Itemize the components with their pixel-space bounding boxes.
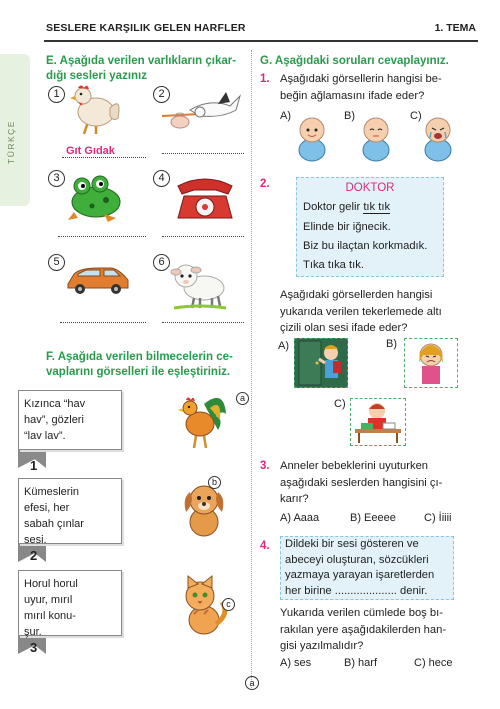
- q3-option-c[interactable]: C) İiiii: [424, 512, 452, 524]
- q1-option-c[interactable]: C): [410, 110, 422, 122]
- question-3-line: karır?: [280, 493, 309, 505]
- q4-option-b[interactable]: B) harf: [344, 657, 378, 669]
- section-e-title: [46, 54, 236, 84]
- question-2-number: 2.: [260, 178, 270, 190]
- riddle-2-line: sabah çınlar: [24, 518, 84, 530]
- baby-b-illustration: [358, 114, 394, 162]
- q2-image-b-crying: [404, 338, 458, 388]
- poem-box: [296, 177, 444, 277]
- q1-option-a[interactable]: A): [280, 110, 291, 122]
- knocking-door-illustration: [295, 339, 347, 387]
- answer-1-text: Gıt Gıdak: [66, 145, 115, 157]
- poem-underlined-sound: tık tık: [363, 201, 391, 213]
- question-3-line: Anneler bebeklerini uyuturken: [280, 460, 429, 472]
- header-rule: [44, 40, 478, 42]
- frog-illustration: [62, 172, 126, 224]
- q4-option-a[interactable]: A) ses: [280, 657, 312, 669]
- question-1-text: [280, 71, 442, 104]
- answer-line-4: [162, 236, 244, 237]
- question-4-statement-line: her birine .................... denir.: [285, 584, 428, 597]
- hen-illustration: [66, 82, 126, 140]
- question-4-statement-box: [280, 536, 454, 600]
- item-number-6: 6: [153, 254, 170, 271]
- poem-line-4: Tıka tıka tık.: [303, 259, 364, 271]
- question-4-line: gisi yazılmalıdır?: [280, 640, 364, 652]
- q2-image-c-reading: [350, 398, 406, 446]
- riddle-1-line: “lav lav”.: [24, 430, 66, 442]
- riddle-2-line: sesi.: [24, 534, 47, 546]
- riddle-2-box: [18, 478, 122, 544]
- poem-title: DOKTOR: [345, 182, 395, 194]
- poem-line-1: [303, 201, 390, 213]
- question-4-text: [280, 605, 446, 655]
- answer-line-6: [162, 322, 244, 323]
- answer-line-5: [60, 322, 146, 323]
- riddle-1-line: Kızınca “hav: [24, 398, 86, 410]
- riddle-3-line: mırıl konu-: [24, 610, 76, 622]
- baby-c-crying-illustration: [420, 114, 456, 162]
- poem-line-2: Elinde bir iğnecik.: [303, 221, 391, 233]
- riddle-3-line: şur.: [24, 626, 42, 638]
- question-1-number: 1.: [260, 73, 270, 85]
- q2-image-a-knocking: [294, 338, 348, 388]
- section-f-title: [46, 350, 233, 380]
- item-number-2: 2: [153, 86, 170, 103]
- question-4-line: rakılan yere aşağıdakilerden han-: [280, 623, 447, 636]
- question-2-line: yukarıda verilen tekerlemede altı: [280, 305, 442, 318]
- item-number-5: 5: [48, 254, 65, 271]
- poem-line-3: Biz bu ilaçtan korkmadık.: [303, 240, 428, 252]
- question-2-text: [280, 287, 442, 337]
- riddle-1-number: 1: [30, 458, 38, 473]
- section-f-title-line2: vaplarını görselleri ile eşleştiriniz.: [46, 366, 231, 378]
- answer-line-3: [58, 236, 146, 237]
- section-e-title-line2: dığı sesleri yazınız: [46, 70, 147, 82]
- question-4-statement-line: yazmaya yarayan işaretlerden: [285, 569, 435, 581]
- answer-line-1: [62, 157, 146, 158]
- car-illustration: [64, 264, 132, 296]
- riddle-2-line: efesi, her: [24, 502, 70, 514]
- section-g-title: G. Aşağıdaki soruları cevaplayınız.: [260, 55, 449, 67]
- riddle-3-line: uyur, mırıl: [24, 594, 73, 606]
- riddle-3-number: 3: [30, 640, 38, 655]
- telephone-illustration: [172, 174, 238, 222]
- question-4-number: 4.: [260, 540, 270, 552]
- rooster-illustration: [174, 390, 230, 454]
- column-divider: [251, 50, 252, 690]
- question-1-line: beğin ağlamasını ifade eder?: [280, 89, 425, 102]
- riddle-3-box: [18, 570, 122, 636]
- sheep-illustration: [170, 254, 230, 310]
- question-2-line: Aşağıdaki görsellerden hangisi: [280, 289, 433, 301]
- crying-girl-illustration: [405, 339, 457, 387]
- riddle-1-box: [18, 390, 122, 450]
- item-number-3: 3: [48, 170, 65, 187]
- page-number: a: [245, 676, 259, 690]
- riddle-2-number: 2: [30, 548, 38, 563]
- poem-line-1-text: Doktor gelir: [303, 201, 364, 213]
- item-number-1: 1: [48, 86, 65, 103]
- reading-child-illustration: [351, 399, 405, 445]
- question-4-line: Yukarıda verilen cümlede boş bı-: [280, 607, 443, 619]
- stork-illustration: [160, 92, 244, 132]
- riddle-1-line: hav”, gözleri: [24, 414, 84, 426]
- q2-option-a[interactable]: A): [278, 340, 289, 352]
- question-3-text: [280, 458, 442, 508]
- q2-option-b[interactable]: B): [386, 338, 397, 350]
- riddle-2-line: Kümeslerin: [24, 486, 80, 498]
- q4-option-c[interactable]: C) hece: [414, 657, 453, 669]
- question-3-line: aşağıdaki seslerden hangisini çı-: [280, 476, 443, 489]
- subject-label: TÜRKÇE: [6, 120, 16, 164]
- answer-letter-a: a: [236, 392, 249, 405]
- subject-side-tab: [0, 54, 30, 206]
- question-3-number: 3.: [260, 460, 270, 472]
- section-e-title-line1: E. Aşağıda verilen varlıkların çıkar-: [46, 55, 237, 67]
- question-4-statement-line: Dildeki bir sesi gösteren ve: [285, 538, 419, 550]
- section-f-title-line1: F. Aşağıda verilen bilmecelerin ce-: [46, 351, 233, 363]
- baby-a-illustration: [294, 114, 330, 162]
- q1-option-b[interactable]: B): [344, 110, 355, 122]
- answer-letter-b: b: [208, 476, 221, 489]
- q3-option-a[interactable]: A) Aaaa: [280, 512, 320, 524]
- dog-illustration: [178, 478, 230, 540]
- q2-option-c[interactable]: C): [334, 398, 346, 410]
- question-2-line: çizili olan sesi ifade eder?: [280, 322, 408, 334]
- item-number-4: 4: [153, 170, 170, 187]
- answer-line-2: [162, 153, 244, 154]
- page-header-title: SESLERE KARŞILIK GELEN HARFLER: [46, 22, 246, 34]
- riddle-3-line: Horul horul: [24, 578, 78, 590]
- question-1-line: Aşağıdaki görsellerin hangisi be-: [280, 73, 442, 85]
- question-4-statement-line: abeceyi oluşturan, sözcükleri: [285, 553, 429, 566]
- answer-letter-c: c: [222, 598, 235, 611]
- theme-label: 1. TEMA: [434, 22, 476, 34]
- question-4-statement: [285, 537, 434, 599]
- q3-option-b[interactable]: B) Eeeee: [350, 512, 396, 524]
